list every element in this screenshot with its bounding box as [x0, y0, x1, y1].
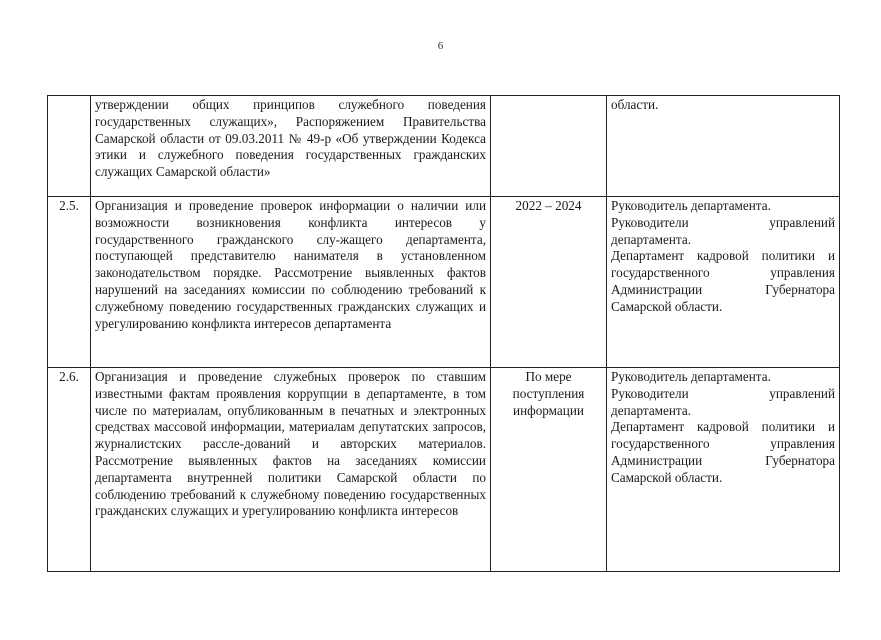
table-row: [48, 368, 840, 572]
responsible-line: Руководитель департамента.: [611, 198, 771, 213]
responsible-line: Руководитель департамента.: [611, 369, 771, 384]
item-number-cell: 2.6.: [48, 368, 91, 572]
item-number-cell: [48, 96, 91, 197]
responsible-line: Руководители управлений департамента.: [611, 385, 835, 418]
responsible-line: Руководители управлений департамента.: [611, 214, 835, 247]
measures-table: [47, 95, 840, 572]
item-number-cell: 2.5.: [48, 197, 91, 368]
activity-cell: утверждении общих принципов служебного поведения государственных служащих», Распоряжением Правительства Самарской области от 09.03.2011 № 49-р «Об утверждении Кодекса этики и служебного поведения государственных гражданских служащих Самарской области»: [91, 96, 491, 197]
responsible-line: Департамент кадровой политики и государственного управления Администрации Губернатора Самарской области.: [611, 419, 835, 485]
responsible-cell: [607, 96, 840, 197]
page-number: 6: [437, 40, 444, 52]
activity-cell: Организация и проведение служебных проверок по ставшим известными фактам проявления коррупции в департаменте, в том числе по материалам, опубликованным в печатных и электронных средствах массовой информации, материалам депутатских запросов, журналистских рассле-дований и авторских материалов. Рассмотрение выявленных фактов на заседаниях комиссии департамента внутренней политики Самарской области по соблюдению требований к служебному поведению государственных гражданских служащих и урегулированию конфликта интересов: [91, 368, 491, 572]
table-row: [48, 96, 840, 197]
term-cell: [491, 96, 607, 197]
table-row: [48, 197, 840, 368]
responsible-line: области.: [611, 97, 659, 112]
responsible-cell: [607, 368, 840, 572]
responsible-line: Департамент кадровой политики и государственного управления Администрации Губернатора Самарской области.: [611, 248, 835, 314]
term-cell: По мере поступления информации: [491, 368, 607, 572]
term-cell: 2022 – 2024: [491, 197, 607, 368]
activity-cell: Организация и проведение проверок информации о наличии или возможности возникновения конфликта интересов у государственного гражданского слу-жащего департамента, поступающей представителю нанимателя в установленном законодательством порядке. Рассмотрение выявленных фактов нарушений на заседаниях комиссии по соблюдению требований к служебному поведению государственных гражданских служащих и урегулированию конфликта интересов департамента: [91, 197, 491, 368]
responsible-cell: [607, 197, 840, 368]
